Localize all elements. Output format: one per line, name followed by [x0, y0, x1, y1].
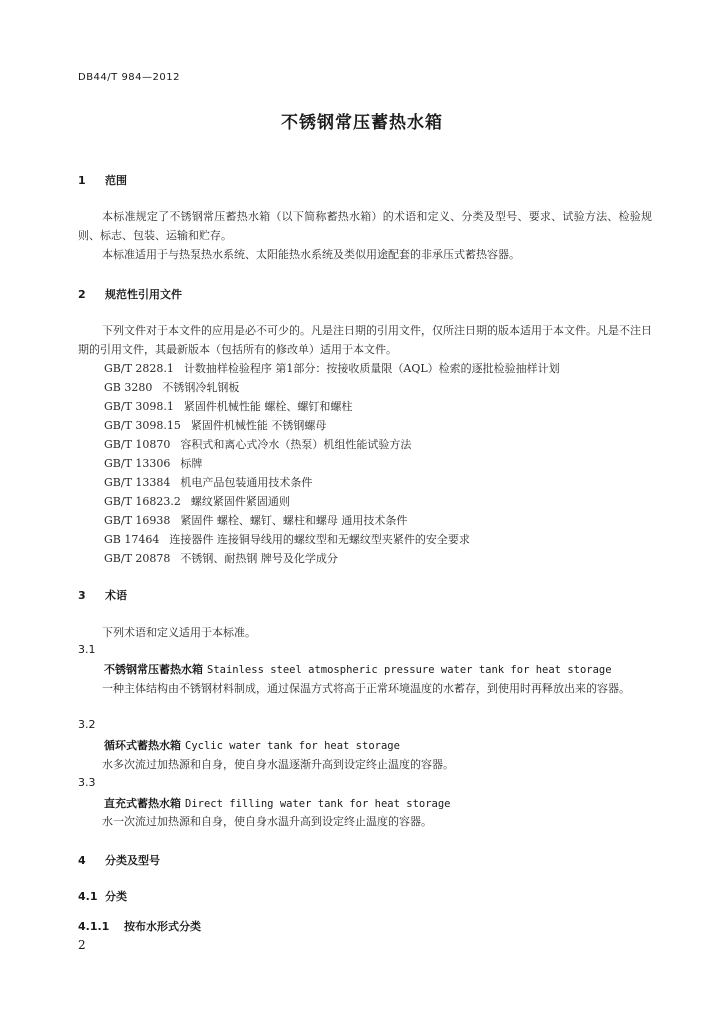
term-number: 3.1	[78, 643, 96, 656]
reference-item	[104, 397, 352, 416]
section-1-heading	[78, 172, 127, 188]
section-4-heading	[78, 852, 160, 868]
reference-code: GB/T 16823.2	[104, 495, 181, 508]
reference-item	[104, 492, 290, 511]
reference-title: 不锈钢冷轧钢板	[162, 381, 240, 394]
term-definition: 水一次流过加热源和自身，使自身水温升高到设定终止温度的容器。	[102, 815, 432, 828]
reference-title: 机电产品包装通用技术条件	[180, 476, 313, 489]
reference-item	[104, 378, 239, 397]
reference-item	[104, 454, 202, 473]
reference-title: 不锈钢、耐热钢 牌号及化学成分	[180, 552, 338, 565]
section-number: 3	[78, 589, 86, 602]
section-3-heading	[78, 587, 127, 603]
term-number: 3.2	[78, 718, 96, 731]
reference-item	[104, 416, 326, 435]
section-4-1-1-heading	[78, 918, 201, 934]
term-title	[104, 737, 400, 753]
reference-title: 紧固件机械性能 不锈钢螺母	[190, 419, 327, 432]
references-intro: 下列文件对于本文件的应用是必不可少的。凡是注日期的引用文件，仅所注日期的版本适用于本文件。凡是不注日期的引用文件，其最新版本（包括所有的修改单）适用于本文件。	[78, 324, 652, 356]
section-number: 4.1.1	[78, 920, 110, 933]
section-number: 1	[78, 174, 86, 187]
scope-paragraph-1: 本标准规定了不锈钢常压蓄热水箱（以下简称蓄热水箱）的术语和定义、分类及型号、要求、试验方法、检验规则、标志、包装、运输和贮存。	[78, 210, 652, 242]
section-title: 术语	[105, 589, 127, 602]
term-en: Stainless steel atmospheric pressure water tank for heat storage	[207, 664, 612, 676]
reference-title: 连接器件 连接铜导线用的螺纹型和无螺纹型夹紧件的安全要求	[169, 533, 470, 546]
term-number: 3.3	[78, 776, 96, 789]
term-en: Direct filling water tank for heat storage	[185, 798, 451, 810]
scope-paragraph-2: 本标准适用于与热泵热水系统、太阳能热水系统及类似用途配套的非承压式蓄热容器。	[102, 248, 520, 261]
reference-item	[104, 530, 470, 549]
reference-code: GB 3280	[104, 381, 153, 394]
reference-item	[104, 359, 560, 378]
reference-title: 标牌	[180, 457, 203, 470]
section-title: 分类及型号	[105, 854, 160, 867]
section-title: 按布水形式分类	[124, 920, 201, 933]
reference-code: GB/T 13384	[104, 476, 171, 489]
reference-title: 计数抽样检验程序 第1部分：按接收质量限（AQL）检索的逐批检验抽样计划	[183, 362, 560, 375]
reference-code: GB/T 2828.1	[104, 362, 174, 375]
term-zh: 循环式蓄热水箱	[104, 739, 181, 752]
section-title: 范围	[105, 174, 127, 187]
section-title: 分类	[105, 890, 127, 903]
section-number: 2	[78, 288, 86, 301]
reference-item	[104, 473, 312, 492]
term-en: Cyclic water tank for heat storage	[185, 740, 400, 752]
section-4-1-heading	[78, 888, 127, 904]
terms-intro: 下列术语和定义适用于本标准。	[102, 626, 256, 639]
term-zh: 直充式蓄热水箱	[104, 797, 181, 810]
section-number: 4	[78, 854, 86, 867]
page-number: 2	[78, 938, 86, 952]
term-title	[104, 661, 612, 677]
reference-item	[104, 511, 407, 530]
document-title: 不锈钢常压蓄热水箱	[281, 113, 443, 133]
reference-title: 螺纹紧固件紧固通则	[190, 495, 290, 508]
reference-title: 紧固件机械性能 螺栓、螺钉和螺柱	[183, 400, 353, 413]
reference-code: GB 17464	[104, 533, 160, 546]
reference-code: GB/T 10870	[104, 438, 171, 451]
term-title	[104, 795, 451, 811]
term-definition: 水多次流过加热源和自身，使自身水温逐渐升高到设定终止温度的容器。	[102, 758, 454, 771]
standard-code: DB44/T 984—2012	[78, 72, 180, 83]
reference-item	[104, 435, 411, 454]
term-definition: 一种主体结构由不锈钢材料制成，通过保温方式将高于正常环境温度的水蓄存，到使用时再释放出来的容器。	[102, 682, 630, 695]
reference-code: GB/T 3098.15	[104, 419, 181, 432]
term-zh: 不锈钢常压蓄热水箱	[104, 663, 203, 676]
section-number: 4.1	[78, 890, 98, 903]
reference-code: GB/T 16938	[104, 514, 171, 527]
reference-code: GB/T 20878	[104, 552, 171, 565]
section-2-heading	[78, 286, 182, 302]
reference-code: GB/T 3098.1	[104, 400, 174, 413]
section-title: 规范性引用文件	[105, 288, 182, 301]
reference-title: 容积式和离心式冷水（热泵）机组性能试验方法	[180, 438, 412, 451]
reference-code: GB/T 13306	[104, 457, 171, 470]
reference-title: 紧固件 螺栓、螺钉、螺柱和螺母 通用技术条件	[180, 514, 408, 527]
reference-item	[104, 549, 338, 568]
